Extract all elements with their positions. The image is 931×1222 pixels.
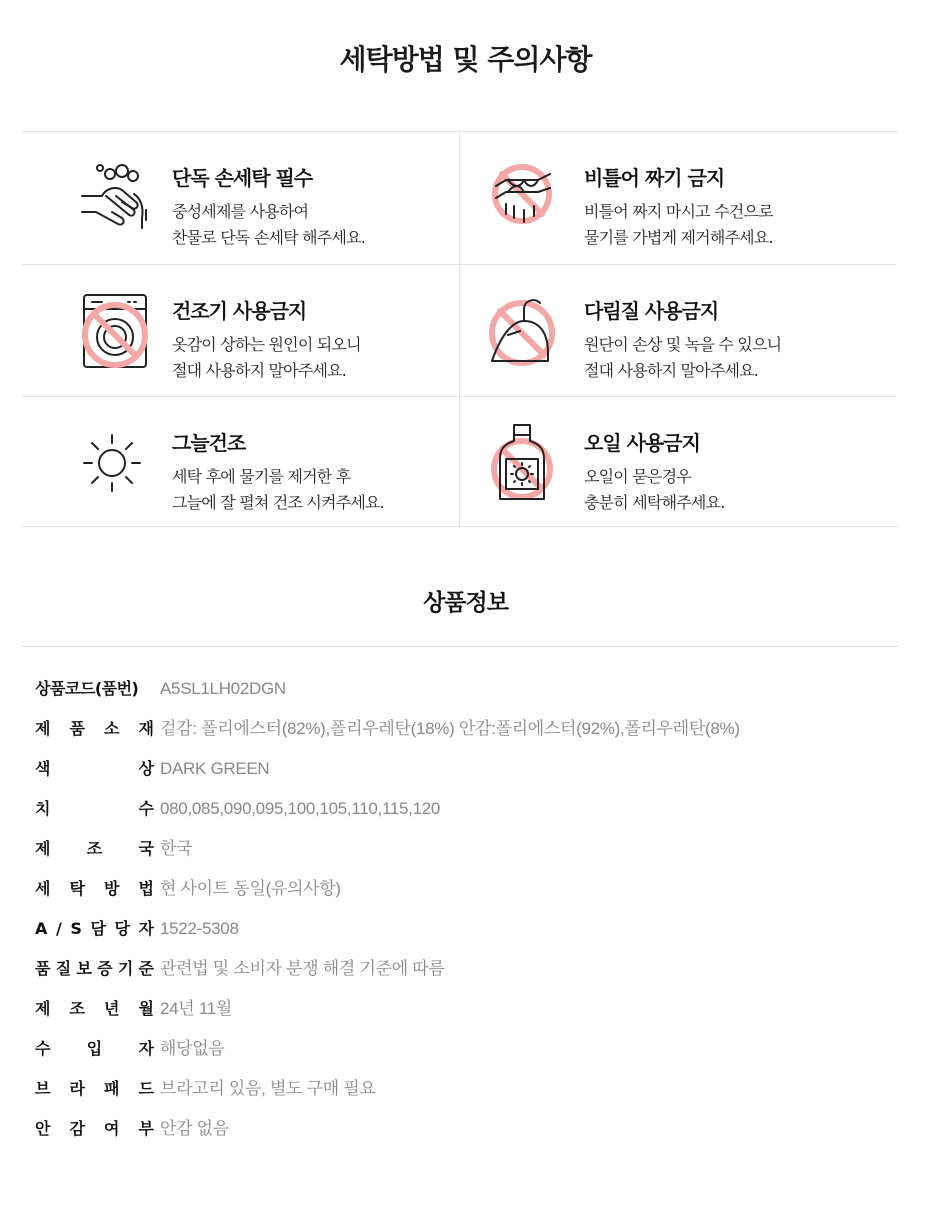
care-desc: 오일이 묻은경우 충분히 세탁해주세요.: [584, 467, 725, 512]
product-info-title: 상품정보: [423, 590, 508, 616]
care-title: 비틀어 짜기 금지: [584, 166, 725, 190]
info-row-size: [35, 796, 775, 822]
care-title: 오일 사용금지: [584, 431, 700, 455]
no-wring-icon: [480, 158, 560, 238]
info-value: A5SL1LH02DGN: [160, 679, 286, 698]
care-desc: 세탁 후에 물기를 제거한 후 그늘에 잘 펼쳐 건조 시켜주세요.: [172, 467, 384, 512]
care-title: 단독 손세탁 필수: [172, 166, 313, 190]
care-title: 건조기 사용금지: [172, 299, 307, 323]
info-value: DARK GREEN: [160, 759, 270, 778]
info-row-bra-pad: [35, 1076, 775, 1102]
no-oil-icon: [480, 423, 560, 503]
info-label: 상품코드(품번): [35, 679, 139, 698]
info-label: 안 감 여 부: [35, 1119, 154, 1138]
care-desc: 비틀어 짜지 마시고 수건으로 물기를 가볍게 제거해주세요.: [584, 202, 773, 247]
info-label: 치 수: [35, 799, 154, 818]
info-value: 현 사이트 동일(유의사항): [160, 879, 341, 898]
divider: [22, 646, 898, 647]
info-value: 24년 11월: [160, 999, 233, 1018]
info-value: 안감 없음: [160, 1119, 229, 1138]
info-label: 제 품 소 재: [35, 719, 154, 738]
info-value: 겉감: 폴리에스터(82%),폴리우레탄(18%) 안감:폴리에스터(92%),폴리우레탄(8%): [160, 719, 740, 738]
info-value: 한국: [160, 839, 193, 858]
no-dryer-icon: [72, 291, 152, 371]
info-row-material: [35, 716, 775, 742]
care-item-no-oil: [459, 396, 896, 528]
info-label: 제 조 년 월: [35, 999, 154, 1018]
care-item-no-dryer: [22, 264, 459, 396]
info-label: A / S 담 당 자: [35, 919, 154, 938]
care-desc: 옷감이 상하는 원인이 되오니 절대 사용하지 말아주세요.: [172, 335, 361, 380]
info-label: 브 라 패 드: [35, 1079, 154, 1098]
shade-dry-icon: [72, 423, 152, 503]
info-value: 080,085,090,095,100,105,110,115,120: [160, 799, 441, 818]
care-item-shade-dry: [22, 396, 459, 528]
care-title: 다림질 사용금지: [584, 299, 719, 323]
info-label: 품 질 보 증 기 준: [35, 959, 154, 978]
info-row-quality-standard: [35, 956, 775, 982]
info-row-product-code: [35, 676, 775, 702]
page-title: 세탁방법 및 주의사항: [339, 43, 592, 76]
info-label: 수 입 자: [35, 1039, 154, 1058]
info-label: 세 탁 방 법: [35, 879, 154, 898]
info-row-lining: [35, 1116, 775, 1142]
info-value: 브라고리 있음, 별도 구매 필요: [160, 1079, 376, 1098]
info-label: 제 조 국: [35, 839, 154, 858]
care-desc: 중성세제를 사용하여 찬물로 단독 손세탁 해주세요.: [172, 202, 366, 247]
info-label: 색 상: [35, 759, 154, 778]
info-row-color: [35, 756, 775, 782]
info-row-importer: [35, 1036, 775, 1062]
care-item-hand-wash: [22, 132, 459, 264]
info-row-country: [35, 836, 775, 862]
info-row-as-contact: [35, 916, 775, 942]
product-info-table: [35, 676, 775, 1156]
hand-wash-icon: [72, 158, 152, 238]
care-title: 그늘건조: [172, 431, 246, 455]
care-item-no-wring: [459, 132, 896, 264]
info-row-manufacture-date: [35, 996, 775, 1022]
care-item-no-iron: [459, 264, 896, 396]
info-value: 1522-5308: [160, 919, 239, 938]
info-value: 관련법 및 소비자 분쟁 해결 기준에 따름: [160, 959, 445, 978]
info-value: 해당없음: [160, 1039, 225, 1058]
no-iron-icon: [480, 291, 560, 371]
info-row-wash-method: [35, 876, 775, 902]
care-instructions-grid: [22, 131, 898, 527]
care-desc: 원단이 손상 및 녹을 수 있으니 절대 사용하지 말아주세요.: [584, 335, 782, 380]
